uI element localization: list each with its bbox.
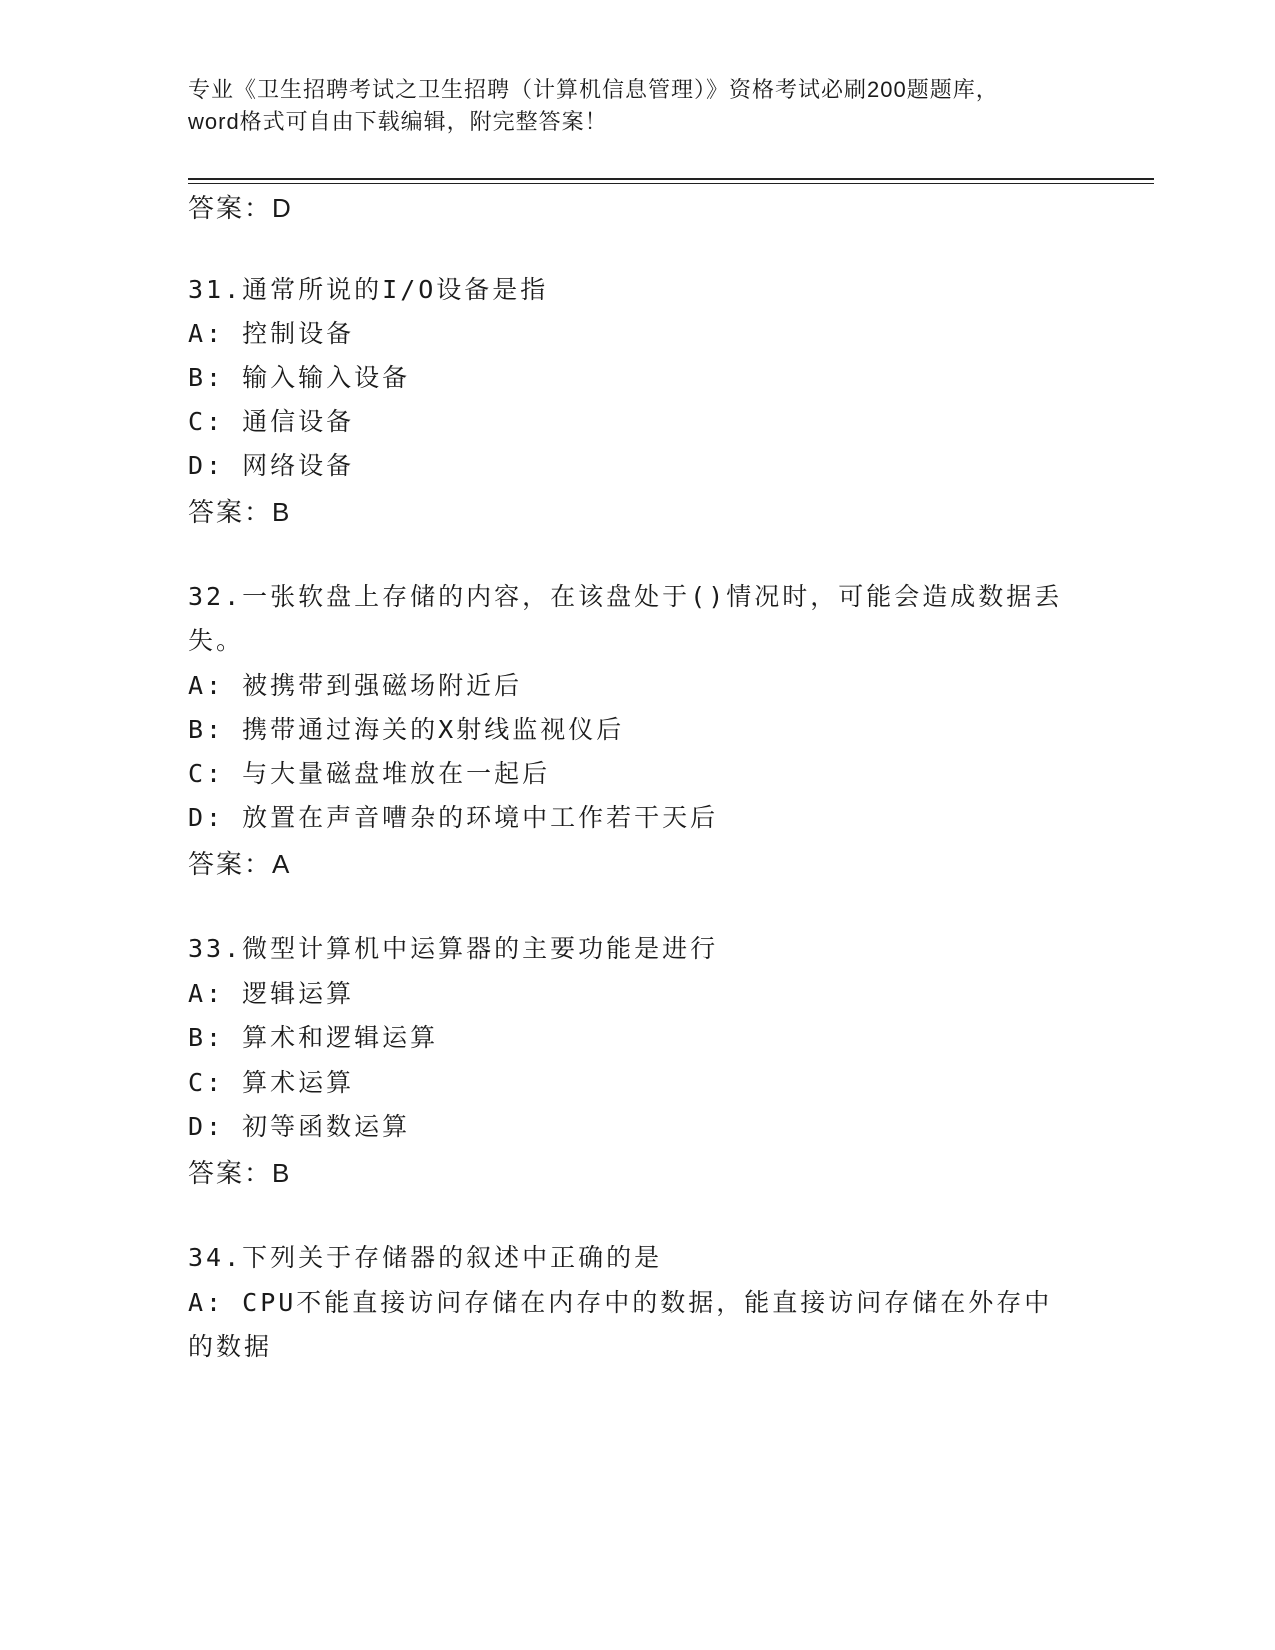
question-33-option-c: C: 算术运算 [188, 1068, 355, 1097]
question-33-option-b: B: 算术和逻辑运算 [188, 1023, 439, 1052]
question-32-option-c: C: 与大量磁盘堆放在一起后 [188, 759, 551, 788]
header-title-line-1: 专业《卫生招聘考试之卫生招聘（计算机信息管理）》资格考试必刷200题题库， [188, 77, 999, 102]
question-31-answer: 答案：B [188, 497, 292, 527]
question-32-stem-line-1: 32.一张软盘上存储的内容，在该盘处于()情况时，可能会造成数据丢 [188, 582, 1063, 611]
question-32-option-d: D: 放置在声音嘈杂的环境中工作若干天后 [188, 803, 719, 832]
question-31-option-d: D: 网络设备 [188, 451, 355, 480]
question-33-answer: 答案：B [188, 1158, 292, 1188]
question-33-option-a: A: 逻辑运算 [188, 979, 355, 1008]
question-32-option-a: A: 被携带到强磁场附近后 [188, 671, 523, 700]
answer-previous: 答案：D [188, 193, 293, 223]
question-34-option-a-line-2: 的数据 [188, 1332, 273, 1361]
question-31-option-c: C: 通信设备 [188, 407, 355, 436]
header-title-line-2: word格式可自由下载编辑，附完整答案！ [188, 109, 608, 134]
question-34-stem: 34.下列关于存储器的叙述中正确的是 [188, 1243, 663, 1272]
question-33-stem: 33.微型计算机中运算器的主要功能是进行 [188, 934, 719, 963]
header-divider-top [188, 178, 1154, 180]
document-header [188, 74, 1088, 138]
question-31-option-b: B: 输入输入设备 [188, 363, 411, 392]
question-32-stem-line-2: 失。 [188, 626, 245, 655]
question-32-answer: 答案：A [188, 849, 292, 879]
header-divider-bottom [188, 183, 1154, 184]
question-31-option-a: A: 控制设备 [188, 319, 355, 348]
question-34-option-a-line-1: A: CPU不能直接访问存储在内存中的数据，能直接访问存储在外存中 [188, 1288, 1053, 1317]
question-31-stem: 31.通常所说的I/O设备是指 [188, 275, 549, 304]
question-32-option-b: B: 携带通过海关的X射线监视仪后 [188, 715, 625, 744]
question-33-option-d: D: 初等函数运算 [188, 1112, 411, 1141]
